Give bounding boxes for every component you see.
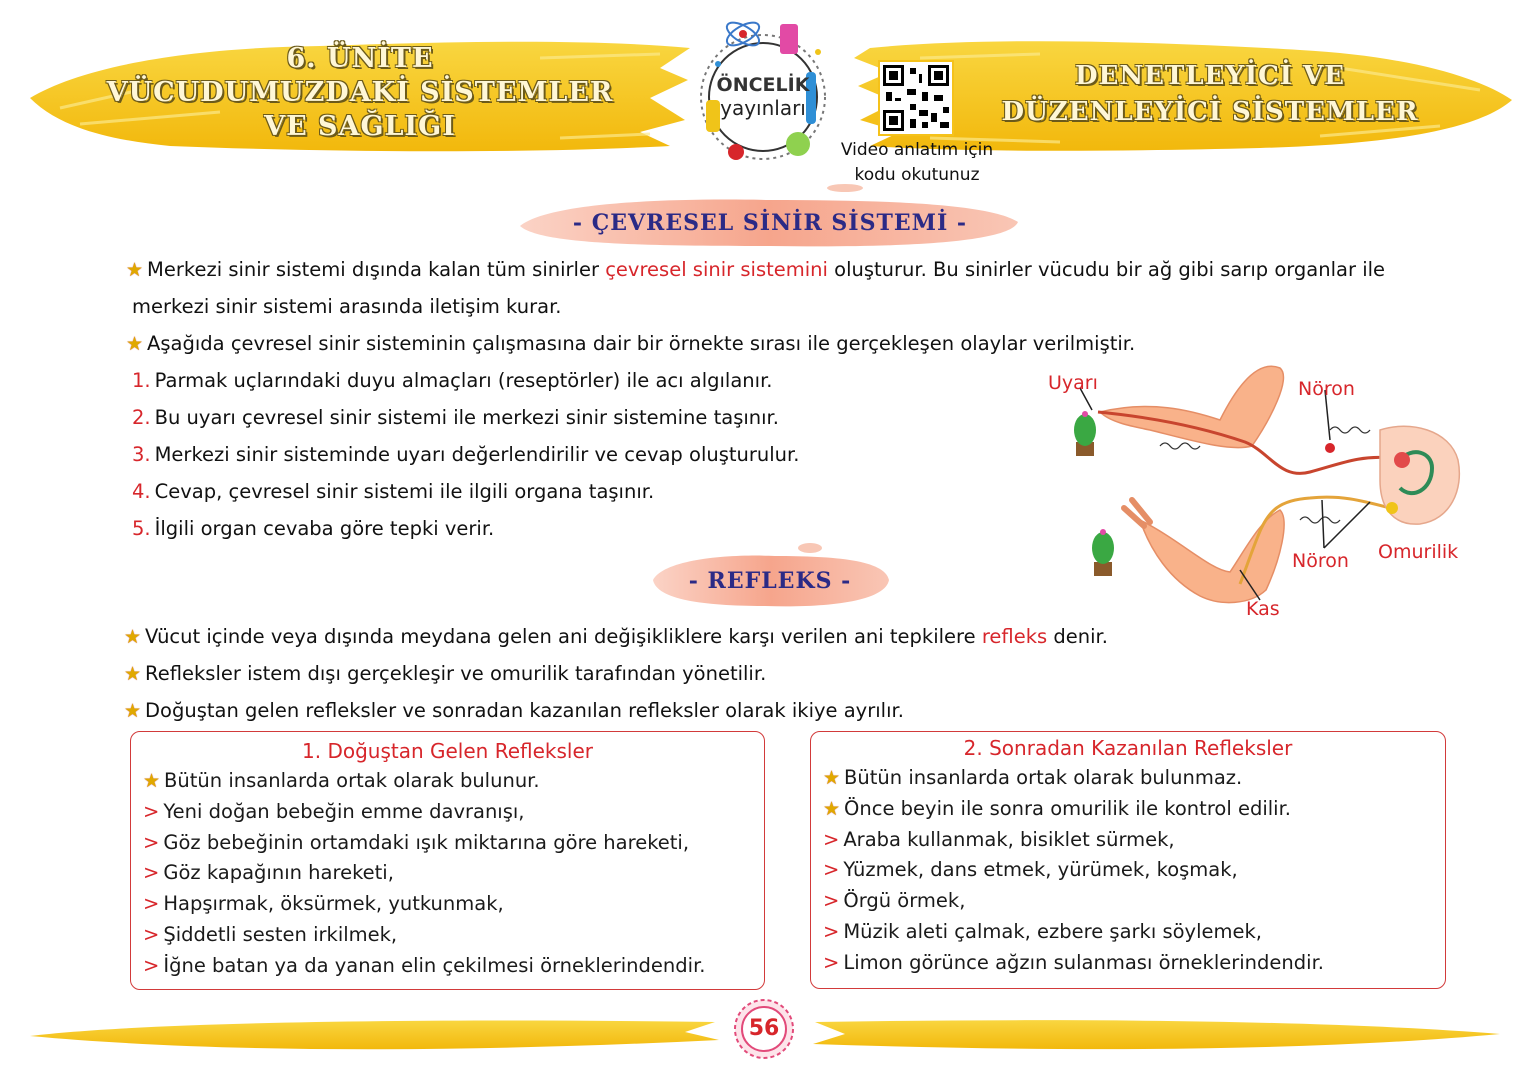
- chevron-right-icon: >: [143, 861, 160, 885]
- chevron-right-icon: >: [143, 892, 160, 916]
- star-icon: ★: [823, 797, 841, 820]
- innate-reflexes-box: [130, 731, 765, 990]
- reflex-arc-diagram: [1040, 360, 1480, 620]
- list-item: > Örgü örmek,: [823, 889, 966, 913]
- list-item: > Göz bebeğinin ortamdaki ışık miktarına göre hareketi,: [143, 830, 690, 854]
- qr-code[interactable]: [878, 60, 954, 136]
- topic-title: [960, 58, 1460, 130]
- section-title-1: - ÇEVRESEL SİNİR SİSTEMİ -: [572, 210, 968, 236]
- logo-sub: yayınları: [720, 96, 806, 120]
- footer-brush-right: [805, 1010, 1505, 1055]
- star-icon: ★: [124, 626, 142, 648]
- chevron-right-icon: >: [823, 950, 840, 974]
- diagram-label-neuron-bottom: Nöron: [1292, 550, 1349, 572]
- section-title-2: - REFLEKS -: [688, 568, 852, 594]
- chevron-right-icon: >: [143, 922, 160, 946]
- acquired-reflexes-box: [810, 731, 1446, 989]
- star-icon: ★: [124, 700, 142, 722]
- star-icon: ★: [124, 663, 142, 685]
- section2-paragraph-2: ★ Refleksler istem dışı gerçekleşir ve omurilik tarafından yönetilir.: [124, 662, 767, 685]
- box-star-line: ★ Bütün insanlarda ortak olarak bulunmaz.: [823, 766, 1243, 789]
- list-item: > Şiddetli sesten irkilmek,: [143, 922, 398, 946]
- footer-brush-left: [25, 1010, 725, 1055]
- list-item: > Göz kapağının hareketi,: [143, 861, 394, 885]
- section1-paragraph-1-line2: merkezi sinir sistemi arasında iletişim kurar.: [132, 295, 562, 318]
- logo-brand: ÖNCELİK: [716, 74, 810, 96]
- diagram-label-muscle: Kas: [1246, 598, 1280, 620]
- chevron-right-icon: >: [823, 827, 840, 851]
- highlight-term: çevresel sinir sistemini: [605, 258, 828, 281]
- box-title: 1. Doğuştan Gelen Refleksler: [302, 739, 593, 763]
- section2-paragraph-1: ★ Vücut içinde veya dışında meydana gelen ani değişikliklere karşı verilen ani tepkilere refleks denir.: [124, 625, 1108, 648]
- unit-title-line1: 6. ÜNİTE: [286, 43, 434, 74]
- list-item: > İğne batan ya da yanan elin çekilmesi örneklerindendir.: [143, 953, 706, 977]
- chevron-right-icon: >: [143, 830, 160, 854]
- chevron-right-icon: >: [823, 919, 840, 943]
- section1-paragraph-1: ★ Merkezi sinir sistemi dışında kalan tüm sinirler çevresel sinir sistemini oluşturur. Bu sinirler vücudu bir ağ gibi sarıp organlar ile: [126, 258, 1386, 281]
- star-icon: ★: [823, 767, 841, 789]
- step-item: 1. Parmak uçlarındaki duyu almaçları (reseptörler) ile acı algılanır.: [132, 369, 773, 392]
- section2-paragraph-3: ★ Doğuştan gelen refleksler ve sonradan kazanılan refleksler olarak ikiye ayrılır.: [124, 699, 904, 722]
- list-item: > Müzik aleti çalmak, ezbere şarkı söylemek,: [823, 919, 1262, 943]
- star-icon: ★: [126, 333, 144, 355]
- list-item: > Limon görünce ağzın sulanması örneklerindendir.: [823, 950, 1324, 974]
- unit-title: [70, 42, 650, 144]
- list-item: > Yeni doğan bebeğin emme davranışı,: [143, 799, 525, 823]
- unit-title-line3: VE SAĞLIĞI: [264, 111, 456, 142]
- diagram-label-stimulus: Uyarı: [1048, 372, 1098, 394]
- box-star-line: ★ Bütün insanlarda ortak olarak bulunur.: [143, 769, 540, 792]
- publisher-logo: [688, 12, 838, 172]
- diagram-label-spinal-cord: Omurilik: [1378, 541, 1459, 563]
- unit-title-line2: VÜCUDUMUZDAKİ SİSTEMLER: [106, 77, 614, 108]
- star-icon: ★: [126, 259, 144, 281]
- page-number: 56: [748, 1016, 780, 1041]
- star-icon: ★: [143, 770, 161, 792]
- step-item: 3. Merkezi sinir sisteminde uyarı değerlendirilir ve cevap oluşturulur.: [132, 443, 800, 466]
- diagram-label-neuron-top: Nöron: [1298, 378, 1355, 400]
- list-item: > Yüzmek, dans etmek, yürümek, koşmak,: [823, 858, 1238, 882]
- step-item: 4. Cevap, çevresel sinir sistemi ile ilgili organa taşınır.: [132, 480, 655, 503]
- qr-caption-line2: kodu okutunuz: [854, 165, 980, 185]
- box-title: 2. Sonradan Kazanılan Refleksler: [963, 736, 1293, 760]
- chevron-right-icon: >: [143, 799, 160, 823]
- topic-title-line1: DENETLEYİCİ VE: [1074, 61, 1345, 91]
- cactus-icon: [1074, 411, 1096, 456]
- box-star-line: ★ Önce beyin ile sonra omurilik ile kontrol edilir.: [823, 796, 1292, 820]
- section1-paragraph-2: ★ Aşağıda çevresel sinir sisteminin çalışmasına dair bir örnekte sırası ile gerçekleşen olaylar verilmiştir.: [126, 332, 1136, 355]
- chevron-right-icon: >: [823, 889, 840, 913]
- topic-title-line2: DÜZENLEYİCİ SİSTEMLER: [1001, 97, 1419, 127]
- cactus-icon: [1092, 529, 1114, 576]
- qr-caption-line1: Video anlatım için: [840, 140, 994, 160]
- step-item: 5. İlgili organ cevaba göre tepki verir.: [132, 517, 495, 540]
- chevron-right-icon: >: [143, 953, 160, 977]
- chevron-right-icon: >: [823, 858, 840, 882]
- step-item: 2. Bu uyarı çevresel sinir sistemi ile merkezi sinir sistemine taşınır.: [132, 406, 779, 429]
- list-item: > Hapşırmak, öksürmek, yutkunmak,: [143, 892, 504, 916]
- qr-code-icon: [880, 62, 952, 134]
- list-item: > Araba kullanmak, bisiklet sürmek,: [823, 827, 1175, 851]
- qr-caption: [832, 138, 1002, 188]
- highlight-term: refleks: [981, 625, 1048, 648]
